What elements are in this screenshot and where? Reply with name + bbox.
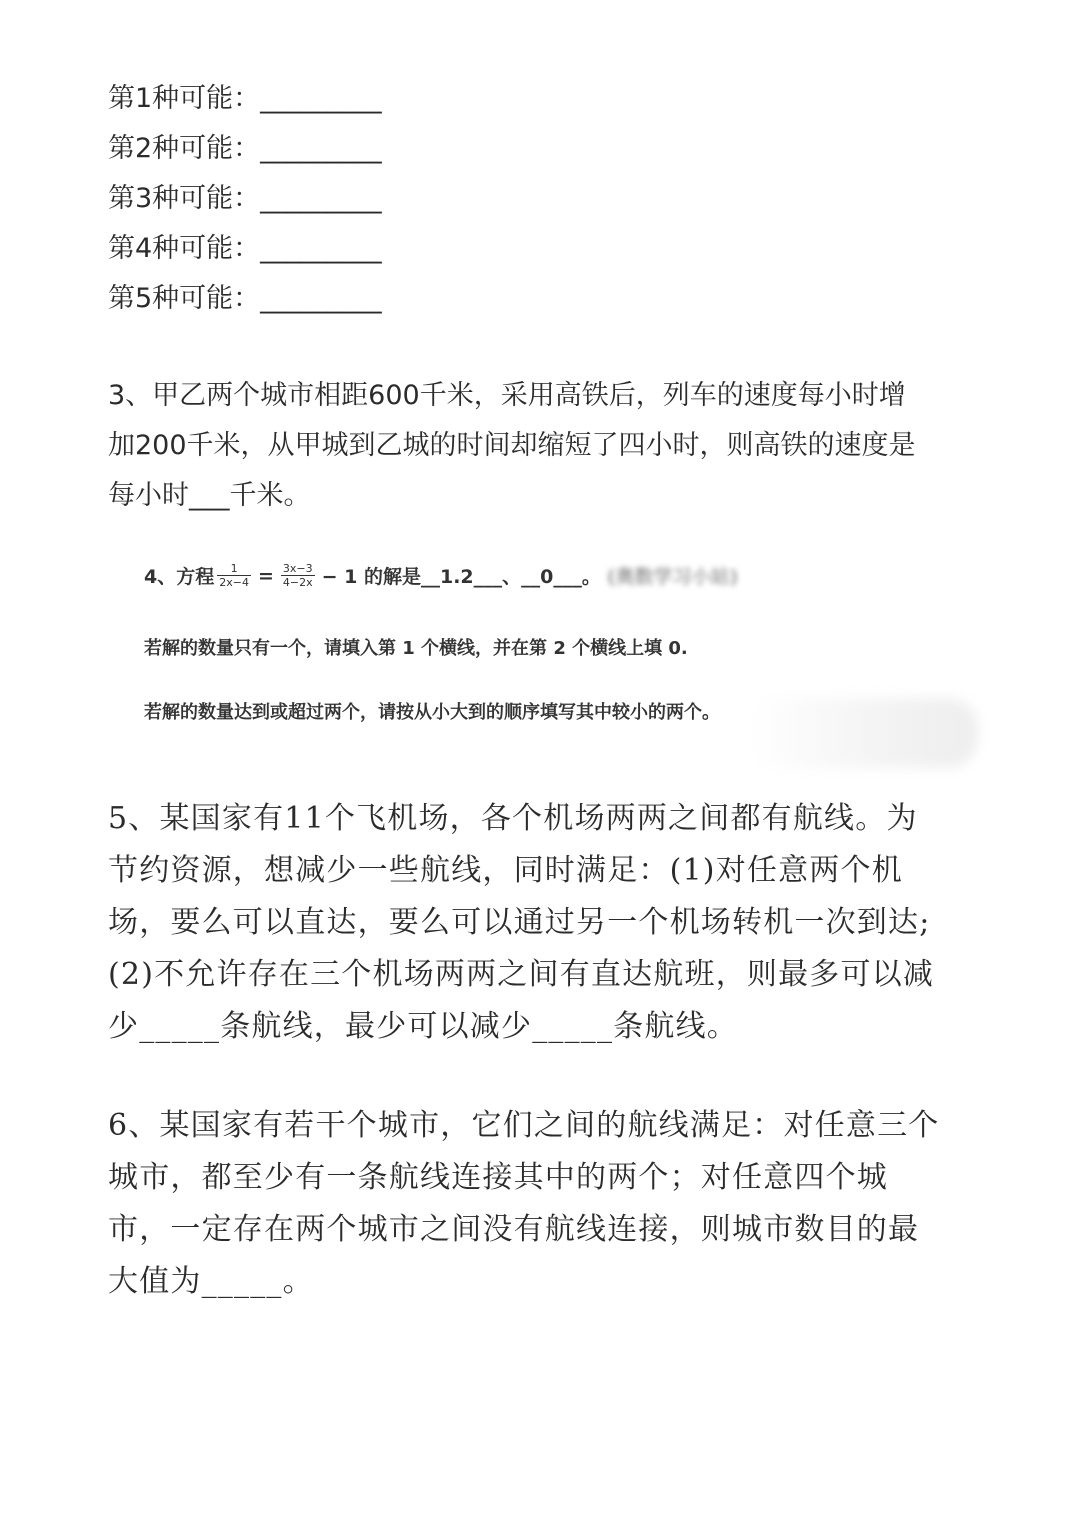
problem-4-equation bbox=[144, 562, 738, 589]
problem-5 bbox=[108, 793, 978, 1053]
problem-3-line-2: 加200千米，从甲城到乙城的时间却缩短了四小时，则高铁的速度是 bbox=[108, 430, 916, 461]
option-line-1: 第1种可能：_________ bbox=[108, 83, 382, 114]
fraction-1-denominator: 2x−4 bbox=[219, 576, 249, 589]
problem-5-line-1: 5、某国家有11个飞机场，各个机场两两之间都有航线。为 bbox=[108, 801, 918, 836]
fraction-2-denominator: 4−2x bbox=[282, 576, 313, 589]
fraction-1 bbox=[217, 562, 251, 589]
problem-6-line-1: 6、某国家有若干个城市，它们之间的航线满足：对任意三个 bbox=[108, 1108, 940, 1143]
option-line-5: 第5种可能：_________ bbox=[108, 283, 382, 314]
equals-sign: = bbox=[257, 564, 274, 587]
problem-5-line-2: 节约资源，想减少一些航线，同时满足：(1)对任意两个机 bbox=[108, 853, 903, 888]
problem-4-prefix: 4、方程 bbox=[144, 566, 215, 588]
blurred-watermark: (奥数学习小站) bbox=[606, 566, 739, 588]
fraction-1-numerator: 1 bbox=[230, 562, 238, 575]
problem-3 bbox=[108, 371, 988, 521]
answer-options-list bbox=[108, 74, 382, 324]
problem-6 bbox=[108, 1100, 978, 1308]
fraction-2 bbox=[281, 562, 315, 589]
problem-4-note-2: 若解的数量达到或超过两个，请按从小大到的顺序填写其中较小的两个。 bbox=[144, 702, 720, 723]
problem-5-line-3: 场，要么可以直达，要么可以通过另一个机场转机一次到达; bbox=[108, 905, 931, 940]
problem-5-line-4: (2)不允许存在三个机场两两之间有直达航班，则最多可以减 bbox=[108, 957, 935, 992]
option-line-4: 第4种可能：_________ bbox=[108, 233, 382, 264]
option-line-2: 第2种可能：_________ bbox=[108, 133, 382, 164]
problem-3-line-3: 每小时___千米。 bbox=[108, 480, 311, 511]
problem-5-line-5: 少_____条航线，最少可以减少_____条航线。 bbox=[108, 1009, 738, 1044]
fraction-2-numerator: 3x−3 bbox=[282, 562, 313, 575]
problem-6-line-4: 大值为_____。 bbox=[108, 1264, 314, 1299]
problem-6-line-2: 城市，都至少有一条航线连接其中的两个；对任意四个城 bbox=[108, 1160, 888, 1195]
problem-6-line-3: 市，一定存在两个城市之间没有航线连接，则城市数目的最 bbox=[108, 1212, 920, 1247]
scan-shadow bbox=[748, 698, 978, 768]
problem-4-note-1: 若解的数量只有一个，请填入第 1 个横线，并在第 2 个横线上填 0. bbox=[144, 638, 688, 659]
problem-3-line-1: 3、甲乙两个城市相距600千米，采用高铁后，列车的速度每小时增 bbox=[108, 380, 906, 411]
problem-4-screenshot bbox=[108, 548, 974, 772]
option-line-3: 第3种可能：_________ bbox=[108, 183, 382, 214]
problem-4-suffix: − 1 的解是__1.2___、__0___。 bbox=[321, 566, 601, 588]
